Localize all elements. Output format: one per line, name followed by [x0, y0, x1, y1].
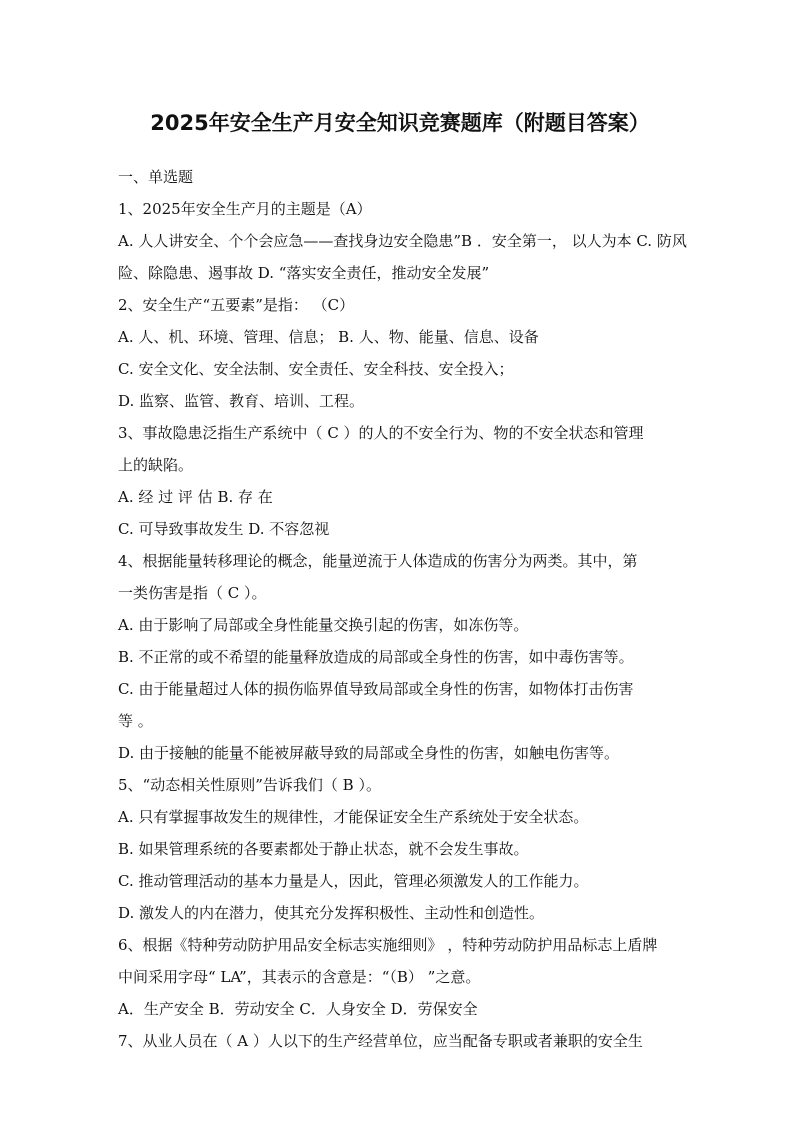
question-5-option-b: B. 如果管理系统的各要素都处于静止状态，就不会发生事故。 [118, 840, 529, 858]
question-2-option-d: D. 监察、监管、教育、培训、工程。 [118, 392, 365, 410]
question-1: 1、2025年安全生产月的主题是（A） [118, 200, 372, 218]
question-5: 5、“动态相关性原则”告诉我们（ B ）。 [118, 776, 381, 794]
document-title: 2025年安全生产月安全知识竞赛题库（附题目答案） [150, 111, 650, 135]
question-5-option-d: D. 激发人的内在潜力，使其充分发挥积极性、主动性和创造性。 [118, 904, 545, 922]
question-3-line-1: 3、事故隐患泛指生产系统中（ C ）的人的不安全行为、物的不安全状态和管理 [118, 424, 644, 442]
question-6-line-2: 中间采用字母“ LA”，其表示的含意是：“（B） ”之意。 [118, 968, 481, 986]
question-2: 2、安全生产“五要素”是指： （C） [118, 296, 355, 314]
question-4-option-c-line-1: C. 由于能量超过人体的损伤临界值导致局部或全身性的伤害，如物体打击伤害 [118, 680, 634, 698]
question-4-option-c-line-2: 等 。 [118, 712, 153, 730]
question-4-option-d: D. 由于接触的能量不能被屏蔽导致的局部或全身性的伤害，如触电伤害等。 [118, 744, 620, 762]
question-4-option-a: A. 由于影响了局部或全身性能量交换引起的伤害，如冻伤等。 [118, 616, 529, 634]
question-4-line-1: 4、根据能量转移理论的概念，能量逆流于人体造成的伤害分为两类。其中，第 [118, 552, 638, 570]
question-1-options-line-2: 险、除隐患、遏事故 D. “落实安全责任，推动安全发展” [118, 264, 490, 282]
question-5-option-a: A. 只有掌握事故发生的规律性，才能保证安全生产系统处于安全状态。 [118, 808, 589, 826]
question-7-line-1: 7、从业人员在（ A ）人以下的生产经营单位，应当配备专职或者兼职的安全生 [118, 1032, 643, 1050]
question-2-options-ab: A. 人、机、环境、管理、信息； B. 人、物、能量、信息、设备 [118, 328, 539, 346]
question-5-option-c: C. 推动管理活动的基本力量是人，因此，管理必须激发人的工作能力。 [118, 872, 589, 890]
question-6-line-1: 6、根据《特种劳动防护用品安全标志实施细则》 ，特种劳动防护用品标志上盾牌 [118, 936, 658, 954]
question-3-options-cd: C. 可导致事故发生 D. 不容忽视 [118, 520, 330, 538]
question-2-option-c: C. 安全文化、安全法制、安全责任、安全科技、安全投入； [118, 360, 514, 378]
question-4-option-b: B. 不正常的或不希望的能量释放造成的局部或全身性的伤害，如中毒伤害等。 [118, 648, 634, 666]
question-6-options: A．生产安全 B．劳动安全 C．人身安全 D．劳保安全 [118, 1000, 478, 1018]
question-1-options-line-1: A. 人人讲安全、个个会应急——查找身边安全隐患”B ．安全第一， 以人为本 C. 防风 [118, 232, 687, 250]
question-3-options-ab: A. 经 过 评 估 B. 存 在 [118, 488, 273, 506]
question-3-line-2: 上的缺陷。 [118, 456, 194, 474]
question-list [118, 193, 740, 1057]
question-4-line-2: 一类伤害是指（ C ）。 [118, 584, 267, 602]
section-heading: 一、单选题 [118, 168, 194, 186]
